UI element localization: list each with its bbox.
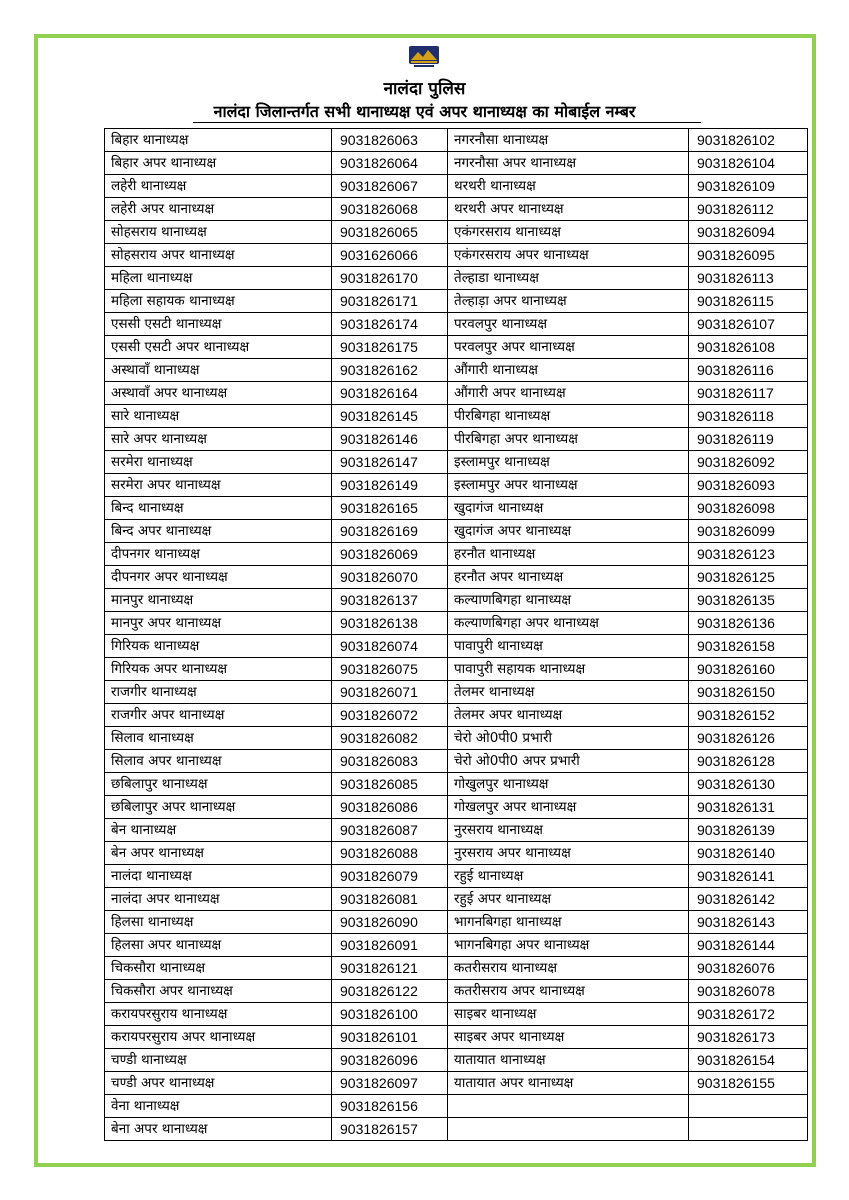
table-row <box>105 405 808 428</box>
phone-number-cell: 9031826104 <box>689 152 808 175</box>
station-name-cell: करायपरसुराय थानाध्यक्ष <box>105 1003 332 1026</box>
phone-number-cell: 9031826082 <box>332 727 448 750</box>
table-row <box>105 1003 808 1026</box>
phone-number-cell: 9031826088 <box>332 842 448 865</box>
phone-number-cell: 9031826099 <box>689 520 808 543</box>
phone-number-cell: 9031826071 <box>332 681 448 704</box>
station-name-cell: हरनौत थानाध्यक्ष <box>448 543 689 566</box>
table-row <box>105 750 808 773</box>
phone-number-cell: 9031826173 <box>689 1026 808 1049</box>
table-row <box>105 382 808 405</box>
phone-number-cell: 9031826100 <box>332 1003 448 1026</box>
station-name-cell: तेल्हाडा थानाध्यक्ष <box>448 267 689 290</box>
phone-number-cell: 9031826150 <box>689 681 808 704</box>
station-name-cell: बिहार थानाध्यक्ष <box>105 129 332 152</box>
station-name-cell: नालंदा अपर थानाध्यक्ष <box>105 888 332 911</box>
table-row <box>105 566 808 589</box>
table-row <box>105 221 808 244</box>
subtitle-underline <box>193 122 701 123</box>
station-name-cell: भागनबिगहा अपर थानाध्यक्ष <box>448 934 689 957</box>
table-row <box>105 474 808 497</box>
table-row <box>105 980 808 1003</box>
station-name-cell: परवलपुर अपर थानाध्यक्ष <box>448 336 689 359</box>
station-name-cell: लहेरी थानाध्यक्ष <box>105 175 332 198</box>
station-name-cell: चिकसौरा अपर थानाध्यक्ष <box>105 980 332 1003</box>
table-row <box>105 773 808 796</box>
station-name-cell: गिरियक अपर थानाध्यक्ष <box>105 658 332 681</box>
phone-number-cell: 9031826096 <box>332 1049 448 1072</box>
table-row <box>105 934 808 957</box>
station-name-cell: छबिलापुर अपर थानाध्यक्ष <box>105 796 332 819</box>
phone-number-cell: 9031826144 <box>689 934 808 957</box>
phone-number-cell: 9031826154 <box>689 1049 808 1072</box>
station-name-cell: इस्लामपुर थानाध्यक्ष <box>448 451 689 474</box>
phone-directory-table <box>104 128 808 1141</box>
table-row <box>105 1049 808 1072</box>
station-name-cell: एससी एसटी अपर थानाध्यक्ष <box>105 336 332 359</box>
station-name-cell: दीपनगर अपर थानाध्यक्ष <box>105 566 332 589</box>
station-name-cell: हिलसा थानाध्यक्ष <box>105 911 332 934</box>
phone-number-cell: 9031826116 <box>689 359 808 382</box>
station-name-cell: बिन्द अपर थानाध्यक्ष <box>105 520 332 543</box>
station-name-cell <box>448 1095 689 1118</box>
table-row <box>105 1095 808 1118</box>
table-row <box>105 129 808 152</box>
phone-number-cell: 9031626066 <box>332 244 448 267</box>
phone-number-cell: 9031826064 <box>332 152 448 175</box>
station-name-cell: यातायात अपर थानाध्यक्ष <box>448 1072 689 1095</box>
phone-number-cell: 9031826087 <box>332 819 448 842</box>
phone-number-cell: 9031826140 <box>689 842 808 865</box>
station-name-cell: महिला सहायक थानाध्यक्ष <box>105 290 332 313</box>
phone-number-cell: 9031826076 <box>689 957 808 980</box>
station-name-cell: तेलमर अपर थानाध्यक्ष <box>448 704 689 727</box>
station-name-cell: बेना अपर थानाध्यक्ष <box>105 1118 332 1141</box>
phone-number-cell: 9031826130 <box>689 773 808 796</box>
station-name-cell: औंगारी अपर थानाध्यक्ष <box>448 382 689 405</box>
station-name-cell: नुरसराय अपर थानाध्यक्ष <box>448 842 689 865</box>
station-name-cell: छबिलापुर थानाध्यक्ष <box>105 773 332 796</box>
phone-number-cell: 9031826068 <box>332 198 448 221</box>
table-row <box>105 1072 808 1095</box>
phone-number-cell: 9031826165 <box>332 497 448 520</box>
station-name-cell: पावापुरी सहायक थानाध्यक्ष <box>448 658 689 681</box>
station-name-cell: गोखुलपुर थानाध्यक्ष <box>448 773 689 796</box>
station-name-cell: बिन्द थानाध्यक्ष <box>105 497 332 520</box>
phone-number-cell: 9031826070 <box>332 566 448 589</box>
phone-number-cell: 9031826162 <box>332 359 448 382</box>
phone-number-cell: 9031826091 <box>332 934 448 957</box>
phone-number-cell: 9031826108 <box>689 336 808 359</box>
table-row <box>105 842 808 865</box>
phone-number-cell: 9031826069 <box>332 543 448 566</box>
phone-number-cell: 9031826170 <box>332 267 448 290</box>
table-row <box>105 796 808 819</box>
phone-number-cell: 9031826118 <box>689 405 808 428</box>
phone-number-cell: 9031826126 <box>689 727 808 750</box>
phone-number-cell: 9031826083 <box>332 750 448 773</box>
phone-number-cell: 9031826175 <box>332 336 448 359</box>
phone-number-cell: 9031826156 <box>332 1095 448 1118</box>
station-name-cell: यातायात थानाध्यक्ष <box>448 1049 689 1072</box>
phone-number-cell: 9031826112 <box>689 198 808 221</box>
station-name-cell: मानपुर थानाध्यक्ष <box>105 589 332 612</box>
phone-number-cell: 9031826149 <box>332 474 448 497</box>
station-name-cell: बिहार अपर थानाध्यक्ष <box>105 152 332 175</box>
station-name-cell: वेना थानाध्यक्ष <box>105 1095 332 1118</box>
station-name-cell: परवलपुर थानाध्यक्ष <box>448 313 689 336</box>
phone-number-cell: 9031826146 <box>332 428 448 451</box>
phone-number-cell: 9031826152 <box>689 704 808 727</box>
station-name-cell: सोहसराय अपर थानाध्यक्ष <box>105 244 332 267</box>
station-name-cell: पावापुरी थानाध्यक्ष <box>448 635 689 658</box>
station-name-cell: खुदागंज अपर थानाध्यक्ष <box>448 520 689 543</box>
phone-number-cell: 9031826171 <box>332 290 448 313</box>
phone-number-cell: 9031826121 <box>332 957 448 980</box>
station-name-cell: पीरबिगहा थानाध्यक्ष <box>448 405 689 428</box>
phone-number-cell: 9031826145 <box>332 405 448 428</box>
table-row <box>105 244 808 267</box>
phone-number-cell: 9031826139 <box>689 819 808 842</box>
phone-number-cell: 9031826158 <box>689 635 808 658</box>
station-name-cell: मानपुर अपर थानाध्यक्ष <box>105 612 332 635</box>
phone-number-cell: 9031826072 <box>332 704 448 727</box>
station-name-cell: खुदागंज थानाध्यक्ष <box>448 497 689 520</box>
page-subtitle: नालंदा जिलान्तर्गत सभी थानाध्यक्ष एवं अपर थानाध्यक्ष का मोबाईल नम्बर <box>213 102 636 121</box>
phone-number-cell: 9031826119 <box>689 428 808 451</box>
station-name-cell: भागनबिगहा थानाध्यक्ष <box>448 911 689 934</box>
station-name-cell: सारे अपर थानाध्यक्ष <box>105 428 332 451</box>
phone-number-cell: 9031826155 <box>689 1072 808 1095</box>
phone-number-cell: 9031826169 <box>332 520 448 543</box>
station-name-cell: दीपनगर थानाध्यक्ष <box>105 543 332 566</box>
station-name-cell: चण्डी अपर थानाध्यक्ष <box>105 1072 332 1095</box>
table-row <box>105 865 808 888</box>
station-name-cell: नगरनौसा थानाध्यक्ष <box>448 129 689 152</box>
station-name-cell: बेन थानाध्यक्ष <box>105 819 332 842</box>
table-row <box>105 957 808 980</box>
phone-number-cell: 9031826081 <box>332 888 448 911</box>
phone-number-cell: 9031826115 <box>689 290 808 313</box>
phone-number-cell <box>689 1095 808 1118</box>
station-name-cell: थरथरी अपर थानाध्यक्ष <box>448 198 689 221</box>
phone-number-cell: 9031826085 <box>332 773 448 796</box>
station-name-cell: चण्डी थानाध्यक्ष <box>105 1049 332 1072</box>
table-row <box>105 727 808 750</box>
station-name-cell: थरथरी थानाध्यक्ष <box>448 175 689 198</box>
station-name-cell: साइबर थानाध्यक्ष <box>448 1003 689 1026</box>
station-name-cell: कतरीसराय अपर थानाध्यक्ष <box>448 980 689 1003</box>
phone-number-cell: 9031826079 <box>332 865 448 888</box>
table-row <box>105 428 808 451</box>
phone-number-cell: 9031826098 <box>689 497 808 520</box>
phone-number-cell: 9031826109 <box>689 175 808 198</box>
table-row <box>105 359 808 382</box>
phone-number-cell: 9031826102 <box>689 129 808 152</box>
station-name-cell: नालंदा थानाध्यक्ष <box>105 865 332 888</box>
station-name-cell: कल्याणबिगहा थानाध्यक्ष <box>448 589 689 612</box>
phone-number-cell: 9031826147 <box>332 451 448 474</box>
phone-number-cell <box>689 1118 808 1141</box>
station-name-cell: महिला थानाध्यक्ष <box>105 267 332 290</box>
phone-number-cell: 9031826136 <box>689 612 808 635</box>
phone-number-cell: 9031826086 <box>332 796 448 819</box>
bihar-police-emblem-icon <box>408 44 440 68</box>
phone-number-cell: 9031826094 <box>689 221 808 244</box>
table-row <box>105 819 808 842</box>
phone-number-cell: 9031826067 <box>332 175 448 198</box>
station-name-cell <box>448 1118 689 1141</box>
phone-number-cell: 9031826117 <box>689 382 808 405</box>
table-row <box>105 681 808 704</box>
phone-number-cell: 9031826164 <box>332 382 448 405</box>
station-name-cell: एससी एसटी थानाध्यक्ष <box>105 313 332 336</box>
phone-number-cell: 9031826142 <box>689 888 808 911</box>
table-row <box>105 451 808 474</box>
phone-number-cell: 9031826090 <box>332 911 448 934</box>
phone-number-cell: 9031826160 <box>689 658 808 681</box>
station-name-cell: चिकसौरा थानाध्यक्ष <box>105 957 332 980</box>
station-name-cell: औंगारी थानाध्यक्ष <box>448 359 689 382</box>
station-name-cell: नुरसराय थानाध्यक्ष <box>448 819 689 842</box>
phone-number-cell: 9031826157 <box>332 1118 448 1141</box>
station-name-cell: गिरियक थानाध्यक्ष <box>105 635 332 658</box>
station-name-cell: अस्थावॉं थानाध्यक्ष <box>105 359 332 382</box>
station-name-cell: इस्लामपुर अपर थानाध्यक्ष <box>448 474 689 497</box>
table-row <box>105 635 808 658</box>
station-name-cell: सरमेरा थानाध्यक्ष <box>105 451 332 474</box>
phone-number-cell: 9031826123 <box>689 543 808 566</box>
phone-number-cell: 9031826143 <box>689 911 808 934</box>
table-row <box>105 198 808 221</box>
phone-number-cell: 9031826122 <box>332 980 448 1003</box>
station-name-cell: बेन अपर थानाध्यक्ष <box>105 842 332 865</box>
station-name-cell: कल्याणबिगहा अपर थानाध्यक्ष <box>448 612 689 635</box>
table-row <box>105 175 808 198</box>
phone-number-cell: 9031826138 <box>332 612 448 635</box>
phone-number-cell: 9031826125 <box>689 566 808 589</box>
station-name-cell: रहुई अपर थानाध्यक्ष <box>448 888 689 911</box>
station-name-cell: चेरो ओ0पी0 अपर प्रभारी <box>448 750 689 773</box>
table-row <box>105 497 808 520</box>
station-name-cell: हिलसा अपर थानाध्यक्ष <box>105 934 332 957</box>
table-row <box>105 336 808 359</box>
table-row <box>105 589 808 612</box>
phone-number-cell: 9031826172 <box>689 1003 808 1026</box>
table-row <box>105 1026 808 1049</box>
station-name-cell: नगरनौसा अपर थानाध्यक्ष <box>448 152 689 175</box>
table-row <box>105 313 808 336</box>
phone-number-cell: 9031826141 <box>689 865 808 888</box>
phone-number-cell: 9031826095 <box>689 244 808 267</box>
station-name-cell: साइबर अपर थानाध्यक्ष <box>448 1026 689 1049</box>
phone-number-cell: 9031826131 <box>689 796 808 819</box>
station-name-cell: सरमेरा अपर थानाध्यक्ष <box>105 474 332 497</box>
table-row <box>105 520 808 543</box>
table-row <box>105 888 808 911</box>
phone-number-cell: 9031826137 <box>332 589 448 612</box>
phone-number-cell: 9031826075 <box>332 658 448 681</box>
station-name-cell: सोहसराय थानाध्यक्ष <box>105 221 332 244</box>
phone-number-cell: 9031826128 <box>689 750 808 773</box>
table-row <box>105 658 808 681</box>
table-row <box>105 290 808 313</box>
table-row <box>105 1118 808 1141</box>
station-name-cell: हरनौत अपर थानाध्यक्ष <box>448 566 689 589</box>
station-name-cell: तेलमर थानाध्यक्ष <box>448 681 689 704</box>
table-body <box>105 129 808 1141</box>
station-name-cell: गोखलपुर अपर थानाध्यक्ष <box>448 796 689 819</box>
table-row <box>105 704 808 727</box>
phone-number-cell: 9031826113 <box>689 267 808 290</box>
phone-number-cell: 9031826107 <box>689 313 808 336</box>
phone-number-cell: 9031826135 <box>689 589 808 612</box>
station-name-cell: राजगीर थानाध्यक्ष <box>105 681 332 704</box>
station-name-cell: एकंगरसराय थानाध्यक्ष <box>448 221 689 244</box>
station-name-cell: कतरीसराय थानाध्यक्ष <box>448 957 689 980</box>
phone-number-cell: 9031826092 <box>689 451 808 474</box>
station-name-cell: अस्थावॉं अपर थानाध्यक्ष <box>105 382 332 405</box>
station-name-cell: राजगीर अपर थानाध्यक्ष <box>105 704 332 727</box>
table-row <box>105 911 808 934</box>
table-row <box>105 152 808 175</box>
table-row <box>105 543 808 566</box>
table-row <box>105 267 808 290</box>
station-name-cell: सिलाव थानाध्यक्ष <box>105 727 332 750</box>
phone-number-cell: 9031826078 <box>689 980 808 1003</box>
phone-number-cell: 9031826174 <box>332 313 448 336</box>
station-name-cell: चेरो ओ0पी0 प्रभारी <box>448 727 689 750</box>
page-title: नालंदा पुलिस <box>383 79 466 99</box>
phone-number-cell: 9031826063 <box>332 129 448 152</box>
phone-number-cell: 9031826101 <box>332 1026 448 1049</box>
table-row <box>105 612 808 635</box>
station-name-cell: एकंगरसराय अपर थानाध्यक्ष <box>448 244 689 267</box>
station-name-cell: पीरबिगहा अपर थानाध्यक्ष <box>448 428 689 451</box>
station-name-cell: सारे थानाध्यक्ष <box>105 405 332 428</box>
station-name-cell: तेल्हाड़ा अपर थानाध्यक्ष <box>448 290 689 313</box>
station-name-cell: करायपरसुराय अपर थानाध्यक्ष <box>105 1026 332 1049</box>
station-name-cell: लहेरी अपर थानाध्यक्ष <box>105 198 332 221</box>
station-name-cell: रहुई थानाध्यक्ष <box>448 865 689 888</box>
phone-number-cell: 9031826074 <box>332 635 448 658</box>
phone-number-cell: 9031826097 <box>332 1072 448 1095</box>
phone-number-cell: 9031826093 <box>689 474 808 497</box>
phone-number-cell: 9031826065 <box>332 221 448 244</box>
station-name-cell: सिलाव अपर थानाध्यक्ष <box>105 750 332 773</box>
